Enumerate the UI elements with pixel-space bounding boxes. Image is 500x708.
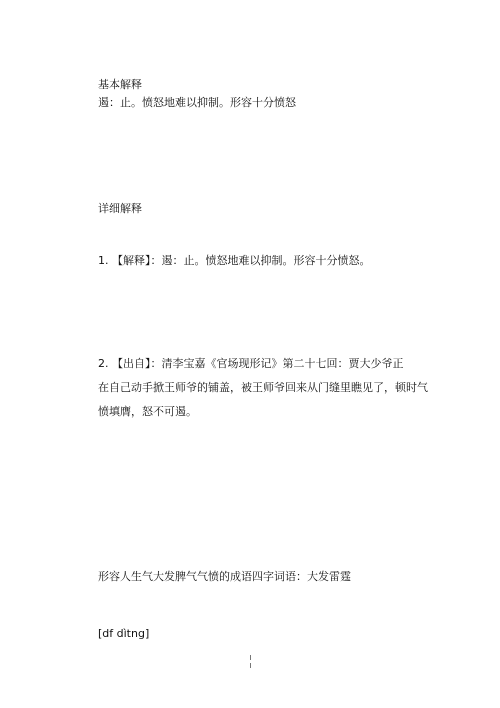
related-idiom-text: 形容人生气大发脾气气愤的成语四字词语：大发雷霆 [98,570,351,583]
detail-item-1: 1. 【解释】：遏：止。愤怒地难以抑制。形容十分愤怒。 [98,254,371,267]
page-divider-mark [248,655,252,671]
pinyin-text: [df dìtng] [98,627,150,640]
detail-item-2 [98,352,428,424]
detail-item-2-line: 2. 【出自】：清李宝嘉《官场现形记》第二十七回：贾大少爷正 [98,357,404,370]
detail-heading: 详细解释 [98,202,142,215]
detail-item-2-line: 在自己动手掀王师爷的铺盖，被王师爷回来从门缝里瞧见了，顿时气 [98,381,428,394]
basic-heading: 基本解释 [98,78,142,91]
detail-item-2-line: 愤填膺，怒不可遏。 [98,405,197,418]
basic-text: 遏：止。愤怒地难以抑制。形容十分愤怒 [98,96,296,109]
